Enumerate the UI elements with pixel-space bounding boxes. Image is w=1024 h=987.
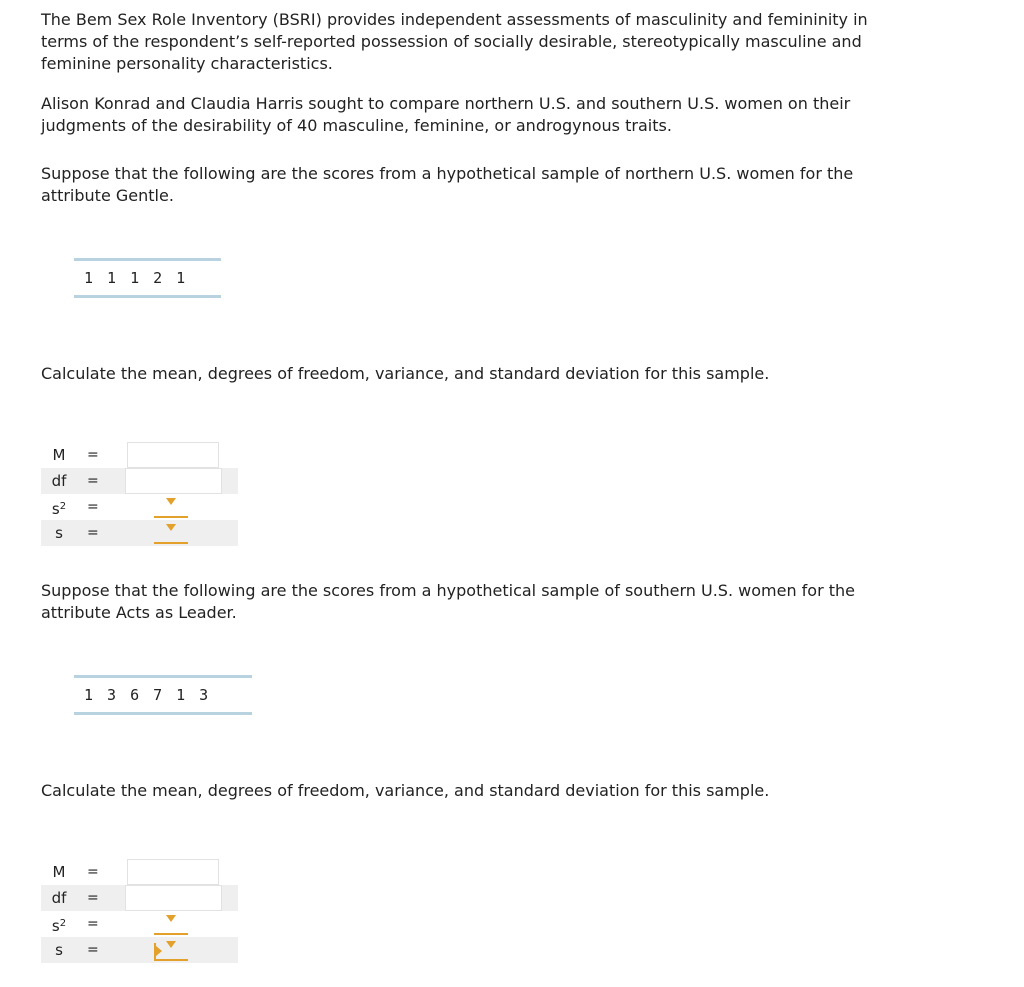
sample1-score: 1 <box>130 269 140 287</box>
sample1-score: 2 <box>153 269 163 287</box>
sample1-sd-dropdown[interactable] <box>154 522 188 544</box>
sample2-score: 3 <box>199 686 209 704</box>
sample1-prompt: Suppose that the following are the scores from a hypothetical sample of northern U.S. women for the attribute Gentle. <box>41 164 854 205</box>
sample1-score: 1 <box>176 269 186 287</box>
sample1-score: 1 <box>107 269 117 287</box>
sample1-answer-grid <box>41 442 238 546</box>
sd-label: s <box>55 941 63 959</box>
sample2-mean-row <box>41 859 238 885</box>
variance-label <box>41 494 77 522</box>
sample2-mean-input[interactable] <box>127 859 219 885</box>
sample1-variance-dropdown[interactable] <box>154 496 188 518</box>
sample1-mean-row <box>41 442 238 468</box>
sample2-variance-row <box>41 911 238 937</box>
sample2-sd-row <box>41 937 238 963</box>
equals-sign: = <box>87 525 99 541</box>
sample2-scores-table <box>74 675 252 715</box>
sample2-question: Calculate the mean, degrees of freedom, variance, and standard deviation for this sample. <box>41 781 770 800</box>
mean-label: M <box>52 446 66 464</box>
sample1-df-row <box>41 468 238 494</box>
sample1-df-input[interactable] <box>125 468 222 494</box>
equals-sign: = <box>87 864 99 880</box>
sample2-sd-dropdown[interactable] <box>154 939 188 961</box>
dropdown-underline <box>154 542 188 544</box>
sample2-df-input[interactable] <box>125 885 222 911</box>
dropdown-underline <box>154 933 188 935</box>
sample2-df-row <box>41 885 238 911</box>
equals-sign: = <box>87 942 99 958</box>
sample2-score: 7 <box>153 686 163 704</box>
sample2-score: 6 <box>130 686 140 704</box>
sample2-score: 1 <box>176 686 186 704</box>
sample2-answer-grid <box>41 859 238 963</box>
caret-right-icon <box>156 946 162 956</box>
caret-down-icon <box>166 941 176 948</box>
df-label: df <box>51 889 67 907</box>
sample2-variance-dropdown[interactable] <box>154 913 188 935</box>
df-label: df <box>51 472 67 490</box>
sample2-prompt: Suppose that the following are the scores from a hypothetical sample of southern U.S. women for the attribute Acts as Leader. <box>41 581 856 622</box>
sample2-score: 1 <box>84 686 94 704</box>
variance-exponent: 2 <box>59 918 67 929</box>
sample1-scores-table <box>74 258 221 298</box>
sample1-sd-row <box>41 520 238 546</box>
variance-symbol: s <box>51 917 60 935</box>
intro-paragraph-2: Alison Konrad and Claudia Harris sought to compare northern U.S. and southern U.S. women on their judgments of the desirability of 40 masculine, feminine, or androgynous traits. <box>41 94 851 135</box>
sample1-variance-row <box>41 494 238 520</box>
caret-down-icon <box>166 915 176 922</box>
equals-sign: = <box>87 499 99 515</box>
dropdown-underline <box>154 959 188 961</box>
sample2-score: 3 <box>107 686 117 704</box>
variance-exponent: 2 <box>59 501 67 512</box>
equals-sign: = <box>87 473 99 489</box>
caret-down-icon <box>166 524 176 531</box>
mean-label: M <box>52 863 66 881</box>
dropdown-underline <box>154 516 188 518</box>
sample1-mean-input[interactable] <box>127 442 219 468</box>
equals-sign: = <box>87 890 99 906</box>
sd-label: s <box>55 524 63 542</box>
equals-sign: = <box>87 916 99 932</box>
variance-symbol: s <box>51 500 60 518</box>
intro-paragraph-1: The Bem Sex Role Inventory (BSRI) provides independent assessments of masculinity and femininity in terms of the respondent’s self-reported possession of socially desirable, stereotypically masculine and feminine personality characteristics. <box>41 10 868 73</box>
caret-down-icon <box>166 498 176 505</box>
sample1-question: Calculate the mean, degrees of freedom, variance, and standard deviation for this sample. <box>41 364 770 383</box>
equals-sign: = <box>87 447 99 463</box>
sample1-score: 1 <box>84 269 94 287</box>
variance-label <box>41 911 77 939</box>
